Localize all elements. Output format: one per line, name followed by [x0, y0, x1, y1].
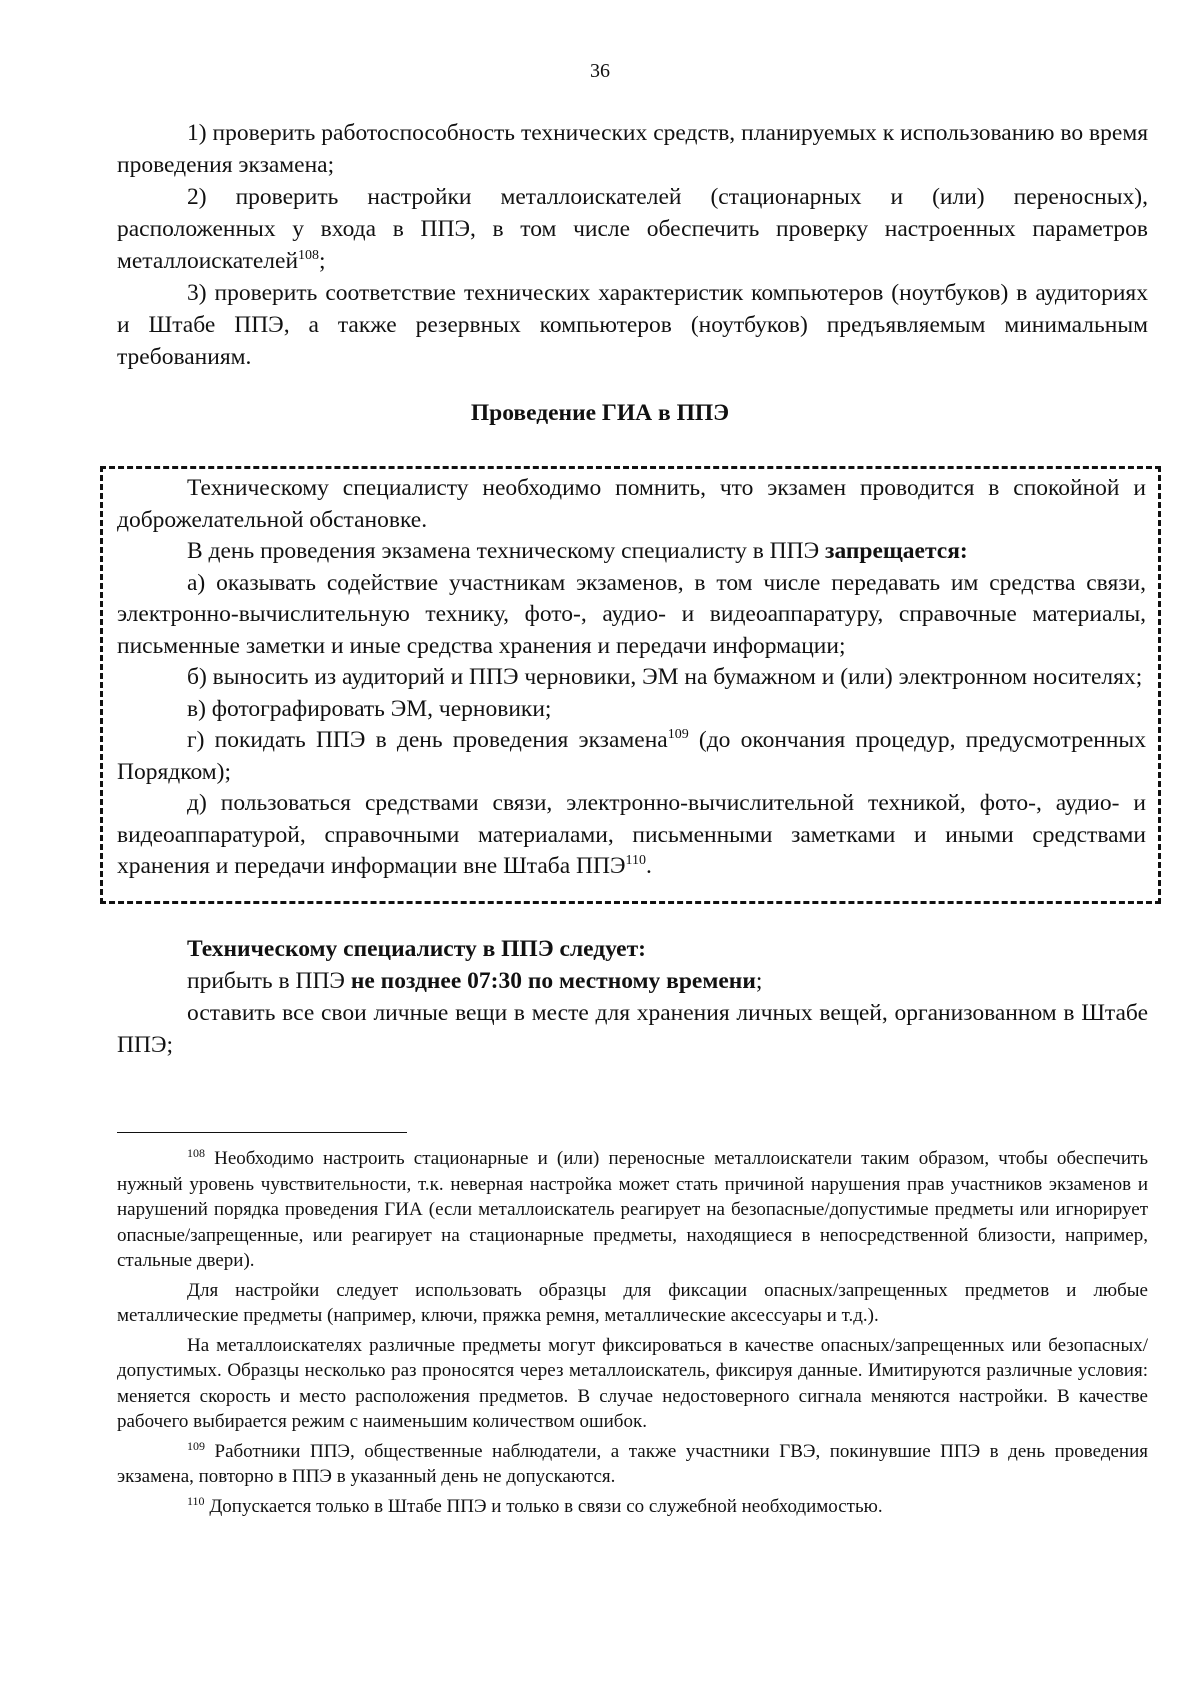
footnotes	[117, 1146, 1148, 1523]
rule-arrive: прибыть в ППЭ не позднее 07:30 по местному времени;	[187, 968, 763, 994]
section-heading: Проведение ГИА в ППЭ	[470, 400, 730, 426]
footnote-109: $^{109}$ Работники ППЭ, общественные наблюдатели, а также участники ГВЭ, покинувшие ППЭ в день проведения экзамена, повторно в ППЭ в указанный день не допускаются.	[117, 1438, 1148, 1487]
prohibited-item-b: б) выносить из аудиторий и ППЭ черновики, ЭМ на бумажном и (или) электронном носителях;	[187, 664, 1143, 690]
footnote-108: $^{108}$ Необходимо настроить стационарные и (или) переносные металлоискатели таким образом, чтобы обеспечить нужный уровень чувствительности, т.к. неверная настройка может стать причиной нарушения прав участников экзаменов и нарушений порядка проведения ГИА (если металлоискатель реагирует на безопасные/допустимые предметы или игнорирует опасные/запрещенные, или реагирует на стационарные предметы, находящиеся в непосредственной близости, например, стальные двери).	[117, 1146, 1148, 1271]
rules-heading: Техническому специалисту в ППЭ следует:	[187, 936, 646, 962]
footnote-108-p3: На металлоискателях различные предметы могут фиксироваться в качестве опасных/запрещенных или безопасных/допустимых. Образцы несколько раз проносятся через металлоискатель, фиксируя данные. Имитируются различные условия: меняется скорость и место расположения предметов. В случае недостоверного сигнала меняются настройки. В качестве рабочего выбирается режим с наименьшим количеством ошибок.	[117, 1334, 1148, 1432]
prohibited-lead: В день проведения экзамена техническому специалисту в ППЭ запрещается:	[187, 538, 968, 564]
page-number: 36	[590, 60, 610, 82]
rule-belongings: оставить все свои личные вещи в месте для хранения личных вещей, организованном в Штабе ППЭ;	[117, 1000, 1148, 1058]
item-2: 2) проверить настройки металлоискателей (стационарных и (или) переносных), расположенных у входа в ППЭ, в том числе обеспечить проверку настроенных параметров металлоискателей$^{108}$;	[117, 184, 1148, 274]
arrive-time: не позднее 07:30 по местному времени	[350, 968, 756, 994]
item-1: 1) проверить работоспособность технических средств, планируемых к использованию во время проведения экзамена;	[117, 120, 1148, 178]
footnote-ref-110[interactable]: 110	[625, 853, 646, 868]
footnote-108-p2: Для настройки следует использовать образцы для фиксации опасных/запрещенных предметов и любые металлические предметы (например, ключи, пряжка ремня, металлические аксессуары и т.д.).	[117, 1279, 1148, 1326]
prohibited-item-c: в) фотографировать ЭМ, черновики;	[187, 695, 552, 722]
prohibited-item-d: г) покидать ППЭ в день проведения экзамена$^{109}$ (до окончания процедур, предусмотренных Порядком);	[117, 727, 1146, 785]
notice-intro: Техническому специалисту необходимо помнить, что экзамен проводится в спокойной и доброжелательной обстановке.	[117, 475, 1146, 533]
footnote-ref-109[interactable]: 109	[667, 727, 689, 742]
preparation-items	[117, 117, 1148, 373]
prohibited-item-a: а) оказывать содействие участникам экзаменов, в том числе передавать им средства связи, электронно-вычислительную технику, фото-, аудио- и видеоаппаратуру, справочные материалы, письменные заметки и иные средства хранения и передачи информации;	[117, 569, 1146, 659]
footnote-110: $^{110}$ Допускается только в Штабе ППЭ и только в связи со служебной необходимостью.	[187, 1493, 883, 1517]
rules-block	[117, 933, 1148, 1061]
prohibited-word: запрещается:	[825, 538, 968, 564]
footnote-separator	[117, 1132, 407, 1133]
notice-box	[100, 466, 1161, 904]
prohibited-item-e: д) пользоваться средствами связи, электронно-вычислительной техникой, фото-, аудио- и видеоаппаратурой, справочными материалами, письменными заметками и иными средствами хранения и передачи информации вне Штаба ППЭ$^{110}$.	[117, 790, 1146, 879]
footnote-ref-108[interactable]: 108	[298, 248, 320, 263]
item-3: 3) проверить соответствие технических характеристик компьютеров (ноутбуков) в аудиториях и Штабе ППЭ, а также резервных компьютеров (ноутбуков) предъявляемым минимальным требованиям.	[117, 280, 1148, 370]
